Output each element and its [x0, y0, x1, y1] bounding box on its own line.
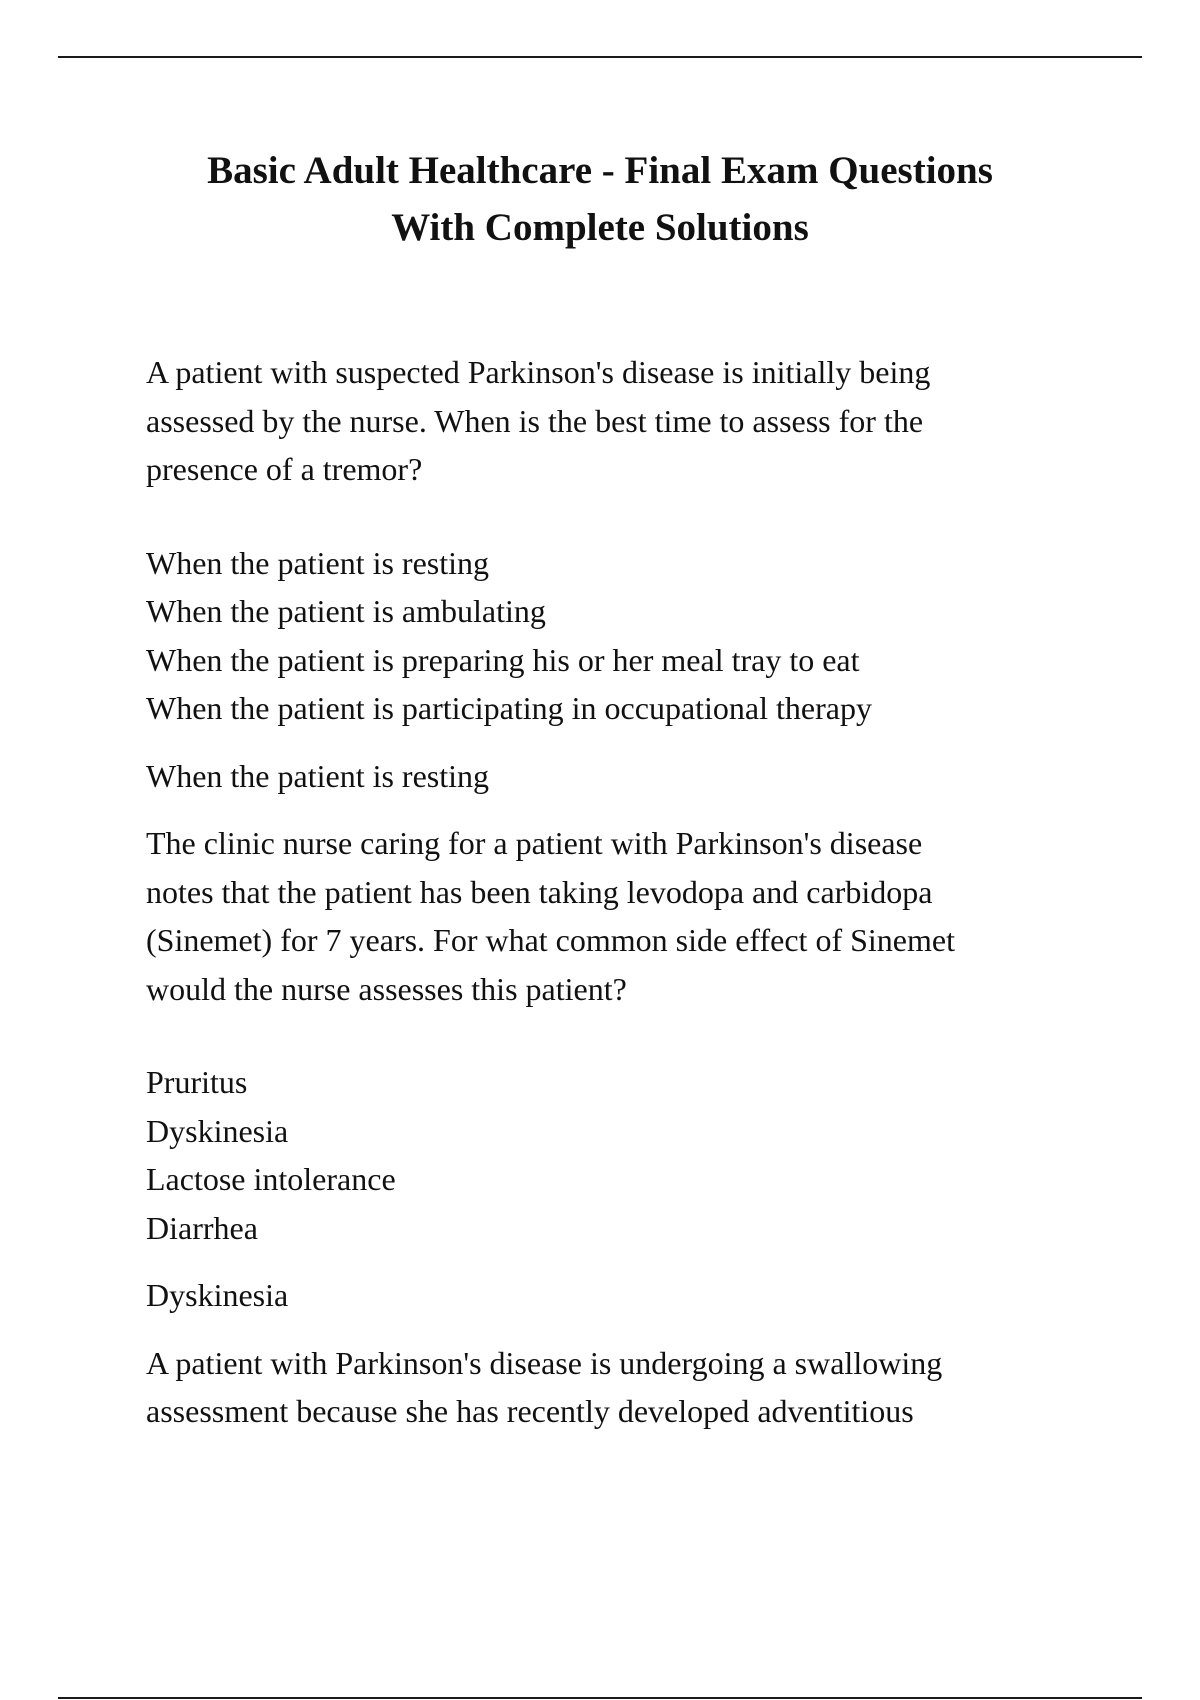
question-line: The clinic nurse caring for a patient with Parkinson's disease	[146, 825, 923, 861]
question-text	[146, 348, 1106, 494]
question-line: assessed by the nurse. When is the best time to assess for the	[146, 402, 924, 439]
question-line: (Sinemet) for 7 years. For what common side effect of Sinemet	[146, 922, 955, 958]
question-line: would the nurse assesses this patient?	[146, 970, 627, 1007]
question-line: notes that the patient has been taking levodopa and carbidopa	[146, 873, 933, 910]
top-divider	[58, 56, 1142, 58]
document-title	[100, 142, 1100, 256]
correct-answer	[146, 752, 1106, 801]
bottom-divider	[58, 1697, 1142, 1699]
question-line: assessment because she has recently developed adventitious	[146, 1393, 914, 1429]
answer-option: Dyskinesia	[146, 1112, 289, 1149]
answer-text: When the patient is resting	[146, 757, 490, 794]
answer-option: Pruritus	[146, 1064, 248, 1100]
question-line: A patient with Parkinson's disease is undergoing a swallowing	[146, 1344, 943, 1381]
title-line: Basic Adult Healthcare - Final Exam Questions	[207, 149, 993, 192]
answer-option: When the patient is participating in occupational therapy	[146, 690, 872, 726]
answer-option: When the patient is resting	[146, 544, 490, 581]
question-line: presence of a tremor?	[146, 451, 423, 487]
answer-option: Lactose intolerance	[146, 1161, 396, 1197]
question-text	[146, 1339, 1106, 1436]
question-block-1	[146, 348, 1106, 800]
answer-options	[146, 1058, 1106, 1252]
answer-option: When the patient is preparing his or her meal tray to eat	[146, 641, 860, 678]
answer-option: When the patient is ambulating	[146, 593, 546, 629]
question-block-2	[146, 819, 1106, 1320]
answer-options	[146, 539, 1106, 733]
question-text	[146, 819, 1106, 1013]
title-line: With Complete Solutions	[391, 206, 809, 249]
question-block-3	[146, 1339, 1106, 1436]
answer-option: Diarrhea	[146, 1209, 258, 1246]
document-body	[146, 348, 1106, 1436]
question-line: A patient with suspected Parkinson's disease is initially being	[146, 354, 931, 390]
correct-answer	[146, 1271, 1106, 1320]
answer-text: Dyskinesia	[146, 1277, 289, 1313]
